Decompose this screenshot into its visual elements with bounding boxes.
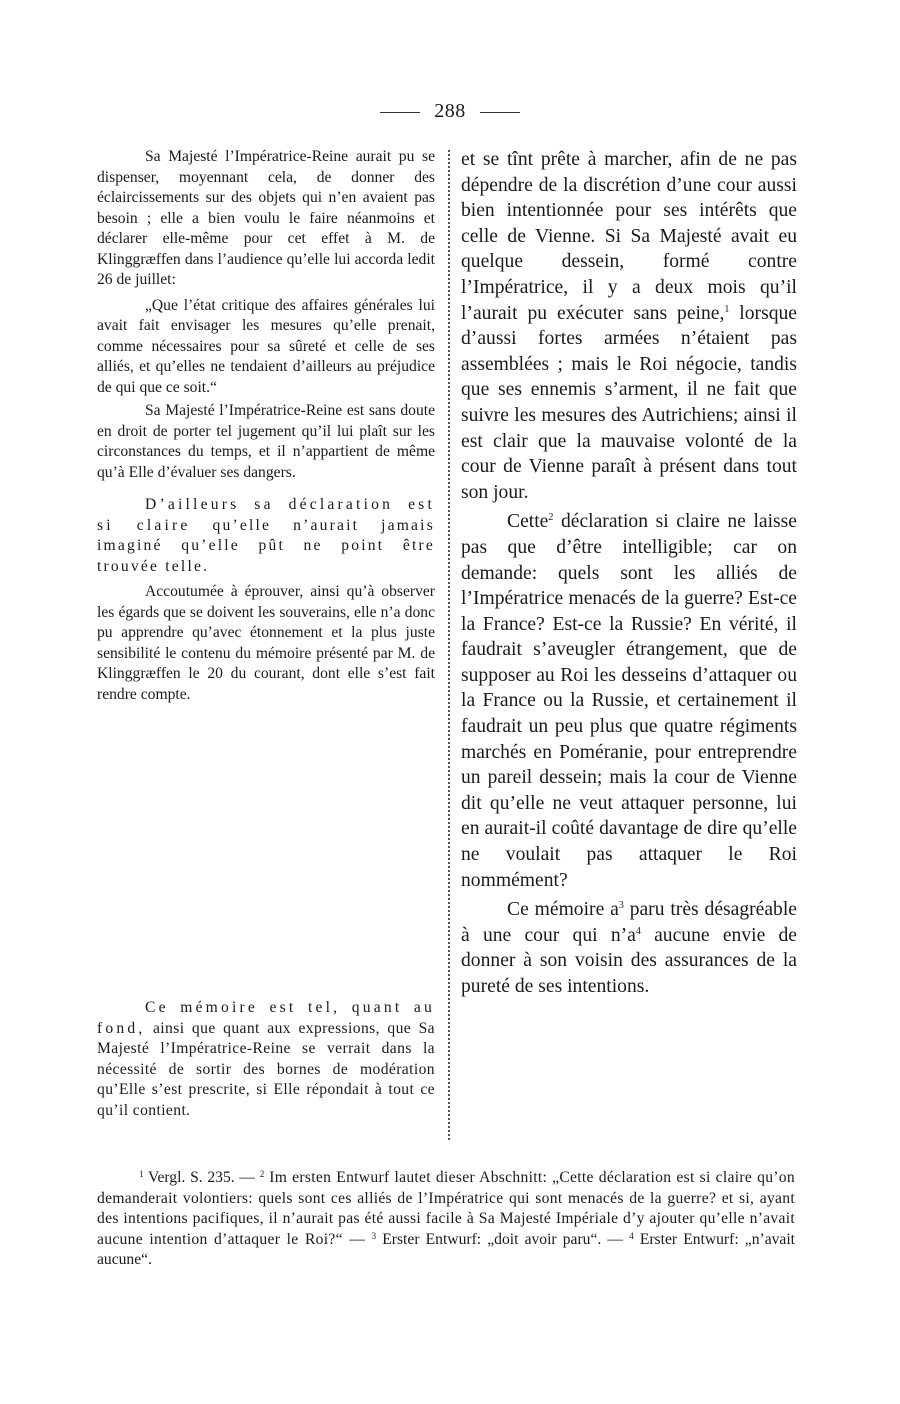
left-paragraph-4-rest: qu’elle n’aurait jamais imaginé qu’elle pût ne point être trouvée telle. — [97, 516, 435, 575]
footnote-number-1: 1 — [139, 1169, 144, 1179]
page-header — [0, 100, 900, 123]
footnote-number-3: 3 — [371, 1230, 377, 1241]
right-paragraph-3-text-b: paru très désagréable à une cour qui n’a — [461, 899, 797, 946]
footnote-text-2: Im ersten Entwurf lautet dieser Abschnitt: „Cette déclaration est si claire qu’on demanderait volontiers: quels sont ces alliés de l’Impératrice qui sont menacés de la guerre? et si, ayant des intentions pacifiques, il n’aurait pas été aussi facile à Sa Majesté Impériale d’y ajouter qu’elle n’avait aucune intention d’attaquer le Roi?“ — — [97, 1169, 795, 1248]
footnote-text-3: Erster Entwurf: „doit avoir paru“. — — [376, 1230, 630, 1248]
right-paragraph-3-text: Ce mémoire a — [507, 899, 619, 921]
right-paragraph-2-text: Cette — [507, 511, 549, 533]
right-paragraph-3 — [461, 897, 797, 999]
spaced-emphasis-2: Ce mémoire est tel, quant au fond, — [97, 999, 435, 1037]
footnote-text-1: Vergl. S. 235. — — [143, 1169, 260, 1186]
footnote-ref-3: 3 — [618, 900, 624, 912]
footnote-ref-1: 1 — [724, 303, 730, 315]
footnote-text-4: Erster Entwurf: „n’avait aucune“. — [97, 1230, 796, 1268]
right-paragraph-2 — [461, 509, 797, 893]
right-paragraph-1 — [461, 147, 797, 505]
right-paragraph-3-text-c: aucune envie de donner à son voisin des assurances de la pureté de ses intentions. — [461, 924, 798, 997]
left-paragraph-5: Accoutumée à éprouver, ainsi qu’à observer les égards que se doivent les souverains, elle n’a donc pu apprendre qu’avec étonnement et la plus juste sensibilité le contenu du mémoire présenté par M. de Klinggræffen le 20 du courant, dont elle s’est fait rendre compte. — [97, 583, 435, 703]
left-paragraph-4 — [97, 495, 435, 577]
left-column — [97, 147, 435, 1119]
left-quote: „Que l’état critique des affaires générales lui avait fait envisager les mesures qu’elle prenait, comme nécessaires pour sa sûreté et celle de ses alliés, et qu’elles ne tendaient d’ailleurs au préjudice de qui que ce soit.“ — [97, 296, 435, 396]
left-paragraph-6 — [97, 998, 435, 1121]
footnotes — [97, 1168, 795, 1271]
right-column — [461, 147, 797, 1000]
column-divider — [448, 150, 450, 1140]
footnote-ref-4: 4 — [635, 925, 641, 937]
spaced-emphasis: D’ailleurs sa déclaration est si claire — [97, 496, 435, 534]
footnote-ref-2: 2 — [548, 512, 554, 524]
left-paragraph-1: Sa Majesté l’Impératrice-Reine aurait pu se dispenser, moyennant cela, de donner des éclaircissements sur des objets qui n’en avaient pas besoin ; elle a bien voulu le faire néanmoins et déclarer elle-même pour cet effet à M. de Klinggræffen dans l’audience qu’elle lui accorda ledit 26 de juillet: — [97, 148, 435, 288]
page-number: 288 — [434, 100, 466, 122]
right-paragraph-1-text-b: lorsque d’aussi fortes armées n’étaient pas assemblées ; mais le Roi négocie, tandis que ses ennemis s’arment, il ne fait que suivre les mesures des Autrichiens; ainsi il est clair que la mauvaise volonté de la cour de Vienne paraît à présent dans tout son jour. — [461, 302, 797, 503]
left-paragraph-6-rest: ainsi que quant aux expressions, que Sa Majesté l’Impératrice-Reine se verrait dans la nécessité de sortir des bornes de modération qu’Elle s’est prescrite, si Elle répondait à tout ce qu’il contient. — [97, 1019, 435, 1119]
header-dash-left — [380, 112, 420, 113]
header-dash-right — [480, 112, 520, 113]
left-paragraph-3: Sa Majesté l’Impératrice-Reine est sans doute en droit de porter tel jugement qu’il lui plaît sur les circonstances du temps, et il n’appartient de même qu’à Elle d’évaluer ses dangers. — [97, 402, 435, 481]
footnote-number-2: 2 — [259, 1169, 265, 1179]
right-paragraph-2-text-b: déclaration si claire ne laisse pas que d’être intelligible; car on demande: quels sont les alliés de l’Impératrice menacés de la guerre? Est-ce la France? Est-ce la Russie? En vérité, il faudrait s’aveugler étrangement, que de supposer au Roi les desseins d’attaquer ou la France ou la Russie, et certainement il faudrait un peu plus que quatre régiments marchés en Poméranie, pour entreprendre un pareil dessein; mais la cour de Vienne dit qu’elle ne veut attaquer personne, lui en aurait-il coûté davantage de dire qu’elle ne voulait pas attaquer le Roi nommément? — [461, 511, 797, 891]
footnote-number-4: 4 — [629, 1230, 634, 1241]
right-paragraph-1-text: et se tînt prête à marcher, afin de ne pas dépendre de la discrétion d’une cour aussi bien intentionnée pour ses intérêts que celle de Vienne. Si Sa Majesté avait eu quelque dessein, formé contre l’Impératrice, il y a deux mois qu’il l’aurait pu exécuter sans peine, — [461, 149, 797, 324]
